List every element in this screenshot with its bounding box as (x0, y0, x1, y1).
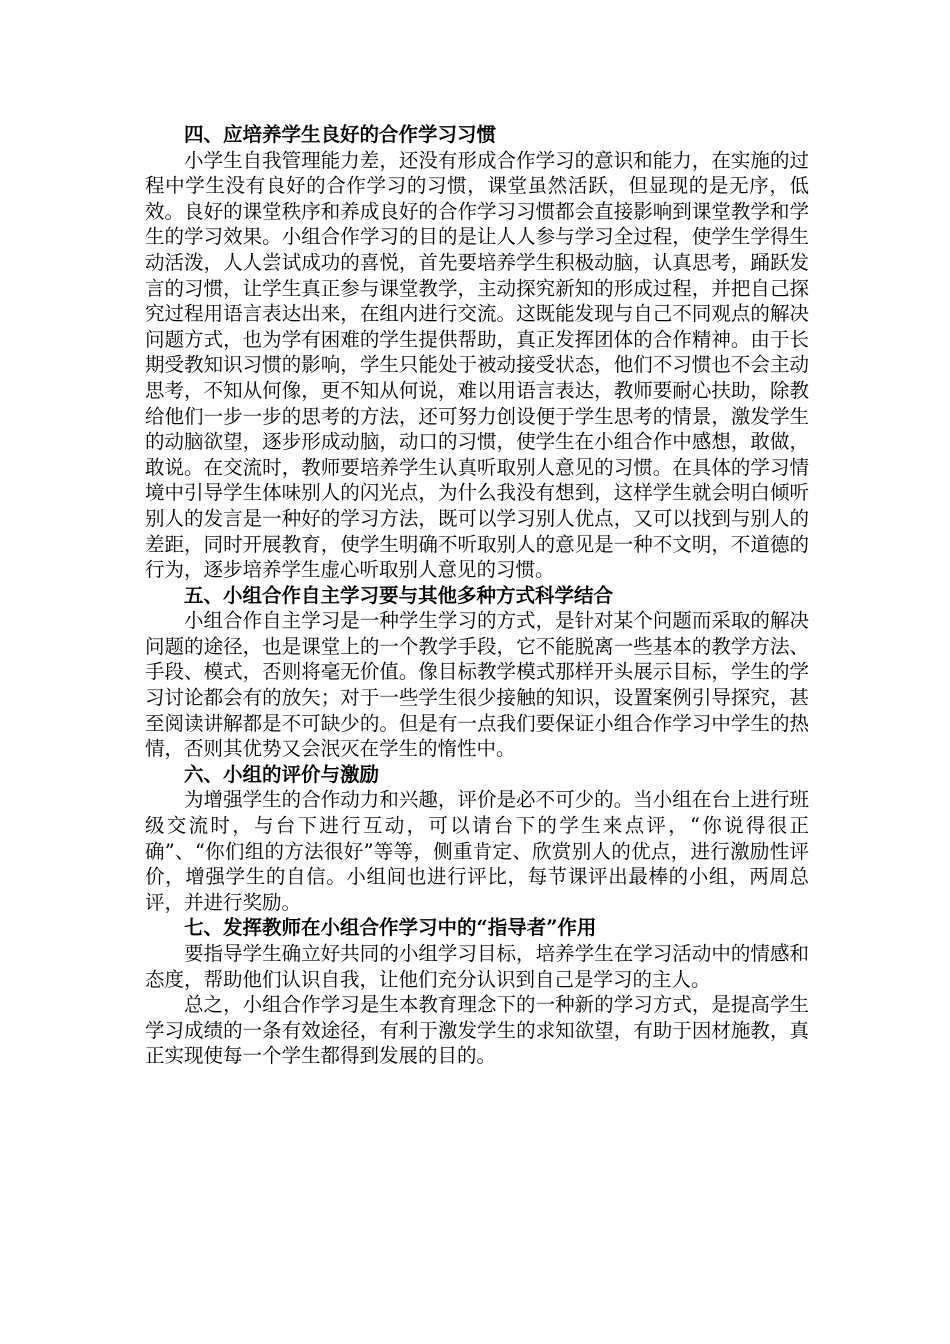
section-6 (145, 762, 809, 916)
document-page (145, 122, 809, 1069)
section-paragraph: 小学生自我管理能力差，还没有形成合作学习的意识和能力，在实施的过程中学生没有良好的合作学习的习惯，课堂虽然活跃，但显现的是无序，低效。良好的课堂秩序和养成良好的合作学习习惯都会直接影响到课堂教学和学生的学习效果。小组合作学习的目的是让人人参与学习全过程，使学生学得生动活泼，人人尝试成功的喜悦，首先要培养学生积极动脑，认真思考，踊跃发言的习惯，让学生真正参与课堂教学，主动探究新知的形成过程，并把自己探究过程用语言表达出来，在组内进行交流。这既能发现与自己不同观点的解决问题方式，也为学有困难的学生提供帮助，真正发挥团体的合作精神。由于长期受教知识习惯的影响，学生只能处于被动接受状态，他们不习惯也不会主动思考，不知从何像，更不知从何说，难以用语言表达，教师要耐心扶助，除教给他们一步一步的思考的方法，还可努力创设便于学生思考的情景，激发学生的动脑欲望，逐步形成动脑，动口的习惯，使学生在小组合作中感想，敢做，敢说。在交流时，教师要培养学生认真听取别人意见的习惯。在具体的学习情境中引导学生体味别人的闪光点，为什么我没有想到，这样学生就会明白倾听别人的发言是一种好的学习方法，既可以学习别人优点，又可以找到与别人的差距，同时开展教育，使学生明确不听取别人的意见是一种不文明，不道德的行为，逐步培养学生虚心听取别人意见的习惯。 (145, 148, 809, 582)
section-paragraph: 要指导学生确立好共同的小组学习目标，培养学生在学习活动中的情感和态度，帮助他们认识自我，让他们充分认识到自己是学习的主人。 (145, 942, 809, 991)
section-paragraph: 小组合作自主学习是一种学生学习的方式，是针对某个问题而采取的解决问题的途径，也是课堂上的一个教学手段，它不能脱离一些基本的教学方法、手段、模式，否则将毫无价值。像目标教学模式那样开头展示目标，学生的学习讨论都会有的放矢；对于一些学生很少接触的知识，设置案例引导探究，甚至阅读讲解都是不可缺少的。但是有一点我们要保证小组合作学习中学生的热情，否则其优势又会泯灭在学生的惰性中。 (145, 609, 809, 761)
section-4 (145, 122, 809, 583)
section-7 (145, 915, 809, 1069)
conclusion-paragraph: 总之，小组合作学习是生本教育理念下的一种新的学习方式，是提高学生学习成绩的一条有效途径，有利于激发学生的求知欲望，有助于因材施教，真正实现使每一个学生都得到发展的目的。 (145, 993, 809, 1068)
section-heading: 四、应培养学生良好的合作学习习惯 (184, 123, 497, 146)
section-heading: 五、小组合作自主学习要与其他多种方式科学结合 (184, 583, 614, 607)
section-paragraph: 为增强学生的合作动力和兴趣，评价是必不可少的。当小组在台上进行班级交流时，与台下进行互动，可以请台下的学生来点评，“你说得很正确”、“你们组的方法很好”等等，侧重肯定、欣赏别人的优点，进行激励性评价，增强学生的自信。小组间也进行评比，每节课评出最棒的小组，两周总评，并进行奖励。 (145, 788, 809, 914)
section-heading: 七、发挥教师在小组合作学习中的“指导者”作用 (184, 916, 597, 940)
section-heading: 六、小组的评价与激励 (184, 762, 380, 786)
section-5 (145, 583, 809, 762)
